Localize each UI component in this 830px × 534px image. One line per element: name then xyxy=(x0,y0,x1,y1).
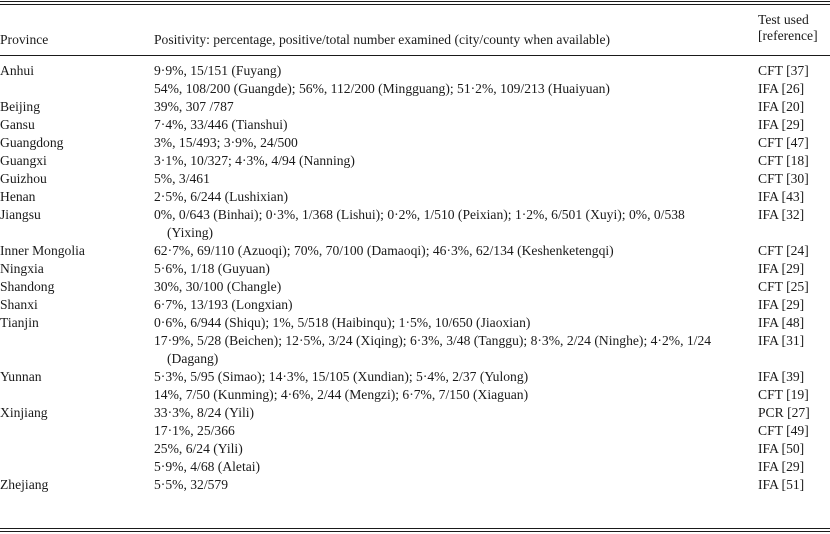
cell-province: Xinjiang xyxy=(0,405,48,420)
header-rule xyxy=(0,55,830,56)
cell-positivity: 6·7%, 13/193 (Longxian) xyxy=(154,297,293,312)
table-row xyxy=(0,116,830,134)
cell-positivity: 5·3%, 5/95 (Simao); 14·3%, 15/105 (Xundian); 5·4%, 2/37 (Yulong) xyxy=(154,369,529,384)
cell-positivity: 9·9%, 15/151 (Fuyang) xyxy=(154,63,282,78)
table-row xyxy=(0,62,830,80)
table-row xyxy=(0,458,830,476)
cell-province: Gansu xyxy=(0,117,35,132)
cell-province: Guangdong xyxy=(0,135,64,150)
cell-test: IFA [29] xyxy=(758,297,805,312)
cell-test: IFA [26] xyxy=(758,81,805,96)
cell-positivity: 0·6%, 6/944 (Shiqu); 1%, 5/518 (Haibinqu); 1·5%, 10/650 (Jiaoxian) xyxy=(154,315,531,330)
bottom-rule xyxy=(0,531,830,532)
cell-test: CFT [25] xyxy=(758,279,809,294)
cell-positivity: 17·9%, 5/28 (Beichen); 12·5%, 3/24 (Xiqing); 6·3%, 3/48 (Tanggu); 8·3%, 2/24 (Ninghe); 4·2%, 1/24 (Dagang) xyxy=(154,333,712,366)
table-row xyxy=(0,314,830,332)
cell-positivity: 39%, 307 /787 xyxy=(154,99,234,114)
cell-test: IFA [43] xyxy=(758,189,805,204)
table-row xyxy=(0,332,830,368)
cell-test: IFA [29] xyxy=(758,261,805,276)
table-row xyxy=(0,98,830,116)
table-row xyxy=(0,404,830,422)
cell-positivity: 14%, 7/50 (Kunming); 4·6%, 2/44 (Mengzi); 6·7%, 7/150 (Xiaguan) xyxy=(154,387,529,402)
header-test xyxy=(758,12,818,44)
table-row xyxy=(0,134,830,152)
cell-positivity: 5·5%, 32/579 xyxy=(154,477,229,492)
cell-test: CFT [49] xyxy=(758,423,809,438)
cell-test: IFA [48] xyxy=(758,315,805,330)
cell-test: CFT [37] xyxy=(758,63,809,78)
cell-test: CFT [19] xyxy=(758,387,809,402)
table-row xyxy=(0,368,830,386)
cell-positivity: 0%, 0/643 (Binhai); 0·3%, 1/368 (Lishui); 0·2%, 1/510 (Peixian); 1·2%, 6/501 (Xuyi); 0%, 0/538 (Yixing) xyxy=(154,207,685,240)
cell-test: IFA [32] xyxy=(758,207,805,222)
cell-test: IFA [20] xyxy=(758,99,805,114)
table-row xyxy=(0,440,830,458)
cell-positivity: 5·9%, 4/68 (Aletai) xyxy=(154,459,261,474)
cell-test: CFT [24] xyxy=(758,243,809,258)
cell-test: IFA [51] xyxy=(758,477,805,492)
table-row xyxy=(0,188,830,206)
cell-positivity: 2·5%, 6/244 (Lushixian) xyxy=(154,189,289,204)
cell-positivity: 17·1%, 25/366 xyxy=(154,423,235,438)
cell-positivity: 33·3%, 8/24 (Yili) xyxy=(154,405,255,420)
cell-positivity: 25%, 6/24 (Yili) xyxy=(154,441,243,456)
cell-province: Anhui xyxy=(0,63,34,78)
cell-test: CFT [47] xyxy=(758,135,809,150)
cell-positivity: 54%, 108/200 (Guangde); 56%, 112/200 (Mingguang); 51·2%, 109/213 (Huaiyuan) xyxy=(154,81,610,96)
table-row xyxy=(0,170,830,188)
header-test-line1: Test used xyxy=(758,12,809,27)
top-rule-inner xyxy=(0,4,830,5)
top-rule xyxy=(0,1,830,2)
cell-positivity: 3%, 15/493; 3·9%, 24/500 xyxy=(154,135,298,150)
cell-positivity: 5%, 3/461 xyxy=(154,171,210,186)
cell-province: Yunnan xyxy=(0,369,42,384)
table-row xyxy=(0,80,830,98)
table-row xyxy=(0,260,830,278)
cell-test: CFT [18] xyxy=(758,153,809,168)
cell-province: Tianjin xyxy=(0,315,39,330)
cell-positivity: 7·4%, 33/446 (Tianshui) xyxy=(154,117,288,132)
header-positivity: Positivity: percentage, positive/total number examined (city/county when available) xyxy=(154,32,611,47)
cell-province: Shanxi xyxy=(0,297,38,312)
cell-positivity: 3·1%, 10/327; 4·3%, 4/94 (Nanning) xyxy=(154,153,355,168)
cell-province: Zhejiang xyxy=(0,477,49,492)
cell-province: Ningxia xyxy=(0,261,44,276)
cell-test: IFA [31] xyxy=(758,333,805,348)
table-row xyxy=(0,152,830,170)
cell-test: IFA [29] xyxy=(758,117,805,132)
cell-province: Inner Mongolia xyxy=(0,243,85,258)
cell-province: Shandong xyxy=(0,279,55,294)
cell-positivity: 5·6%, 1/18 (Guyuan) xyxy=(154,261,270,276)
cell-province: Guangxi xyxy=(0,153,47,168)
table-row xyxy=(0,278,830,296)
bottom-rule-inner xyxy=(0,528,830,529)
header-province: Province xyxy=(0,32,49,47)
table-body xyxy=(0,62,830,494)
cell-positivity: 30%, 30/100 (Changle) xyxy=(154,279,282,294)
cell-test: IFA [50] xyxy=(758,441,805,456)
cell-test: IFA [39] xyxy=(758,369,805,384)
cell-province: Henan xyxy=(0,189,36,204)
cell-province: Beijing xyxy=(0,99,41,114)
table-row xyxy=(0,476,830,494)
table-row xyxy=(0,296,830,314)
cell-province: Jiangsu xyxy=(0,207,41,222)
header-test-line2: [reference] xyxy=(758,28,818,43)
cell-test: IFA [29] xyxy=(758,459,805,474)
cell-province: Guizhou xyxy=(0,171,47,186)
table-row xyxy=(0,242,830,260)
table-row xyxy=(0,206,830,242)
cell-positivity: 62·7%, 69/110 (Azuoqi); 70%, 70/100 (Damaoqi); 46·3%, 62/134 (Keshenketengqi) xyxy=(154,243,614,258)
table-row xyxy=(0,386,830,404)
table-row xyxy=(0,422,830,440)
cell-test: CFT [30] xyxy=(758,171,809,186)
cell-test: PCR [27] xyxy=(758,405,810,420)
